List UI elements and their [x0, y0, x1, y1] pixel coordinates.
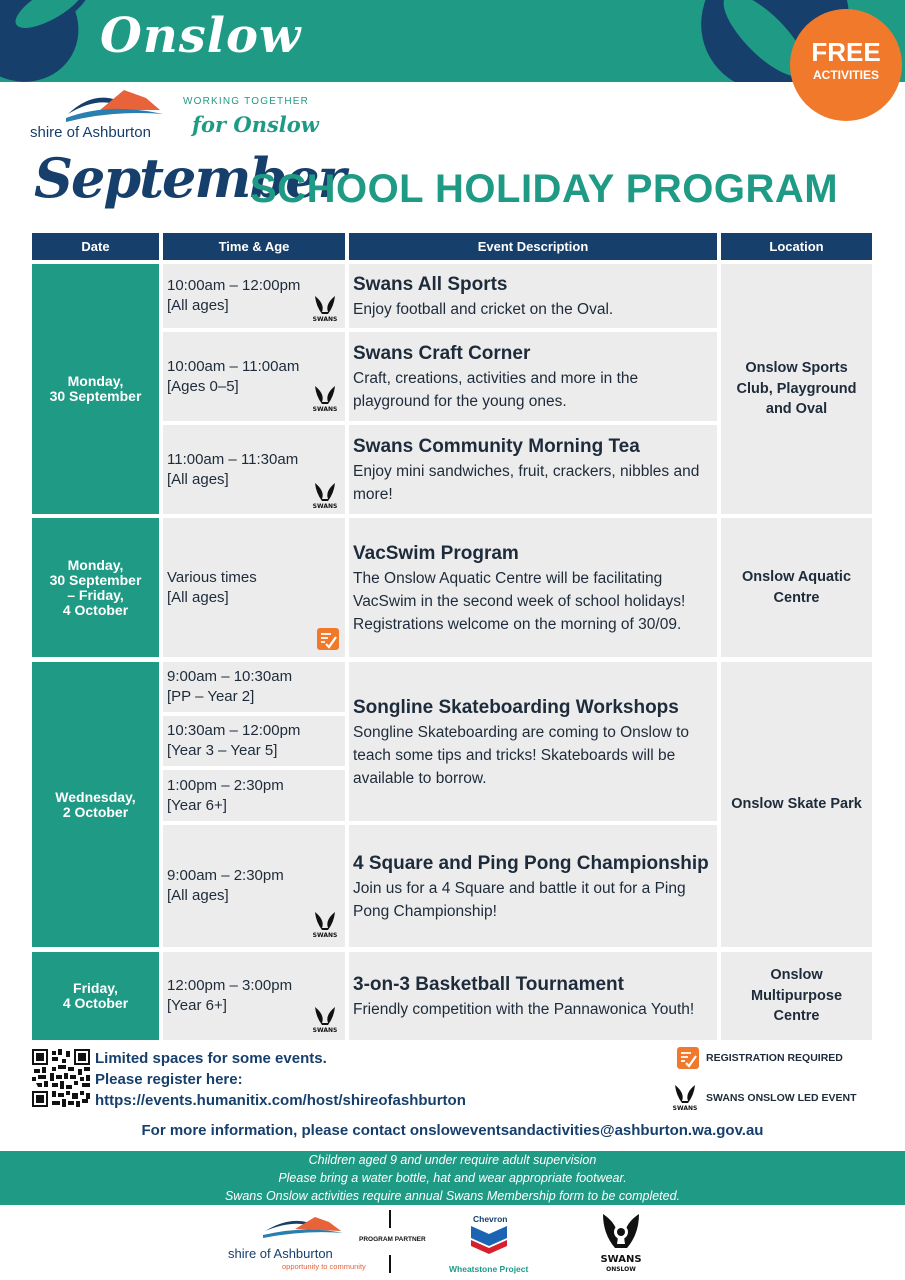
swan-icon — [312, 481, 338, 513]
location-cell: Onslow Aquatic Centre — [721, 518, 872, 657]
divider — [389, 1255, 391, 1273]
col-location: Location — [721, 233, 872, 260]
qr-code-icon — [32, 1049, 90, 1107]
swan-icon — [312, 384, 338, 416]
registration-icon — [316, 627, 340, 651]
free-activities-badge: FREE ACTIVITIES — [790, 9, 902, 121]
event-cell: Swans Craft Corner Craft, creations, activities and more in the playground for the young ones. — [349, 332, 717, 421]
svg-text:SWANS: SWANS — [312, 503, 338, 510]
header-banner — [0, 0, 905, 82]
register-link[interactable]: https://events.humanitix.com/host/shireofashburton — [95, 1092, 466, 1109]
svg-text:SWANS: SWANS — [312, 932, 338, 939]
swan-icon — [312, 910, 338, 942]
svg-text:SWANS: SWANS — [312, 406, 338, 413]
town-wordmark: Onslow — [100, 8, 302, 64]
swan-icon — [312, 1005, 338, 1037]
contact-info: For more information, please contact onsloweventsandactivities@ashburton.wa.gov.au — [141, 1122, 764, 1139]
wheatstone-label: Wheatstone Project — [449, 1264, 529, 1274]
event-cell: VacSwim Program The Onslow Aquatic Centre will be facilitating VacSwim in the second week of school holidays! Registrations welcome on the morning of 30/09. — [349, 518, 717, 657]
date-cell: Wednesday, 2 October — [32, 662, 159, 947]
event-cell: Swans Community Morning Tea Enjoy mini sandwiches, fruit, crackers, nibbles and more! — [349, 425, 717, 514]
month-title: September — [34, 146, 345, 210]
svg-text:SWANS: SWANS — [312, 1027, 338, 1034]
shire-name: shire of Ashburton — [30, 124, 151, 141]
location-cell: Onslow Skate Park — [721, 662, 872, 947]
chevron-label: Chevron — [473, 1214, 508, 1224]
location-cell: Onslow Multipurpose Centre — [721, 952, 872, 1040]
legend-registration: REGISTRATION REQUIRED — [706, 1052, 843, 1064]
svg-text:SWANS: SWANS — [600, 1254, 642, 1265]
registration-icon — [676, 1046, 700, 1070]
time-cell: 12:00pm – 3:00pm [Year 6+] — [163, 952, 345, 1040]
sponsor-shire: shire of Ashburton — [228, 1246, 333, 1261]
time-cell: 11:00am – 11:30am [All ages] — [163, 425, 345, 514]
event-cell: 4 Square and Ping Pong Championship Join us for a 4 Square and battle it out for a Ping Pong Championship! — [349, 825, 717, 947]
sponsor-shire-tag: opportunity to community — [282, 1262, 366, 1271]
svg-text:ONSLOW: ONSLOW — [606, 1266, 636, 1273]
time-cell: 10:00am – 12:00pm [All ages] — [163, 264, 345, 328]
notes-banner: Children aged 9 and under require adult supervision Please bring a water bottle, hat and wear appropriate footwear. Swans Onslow activities require annual Swans Membership form to be completed. — [0, 1151, 905, 1205]
time-cell: Various times [All ages] — [163, 518, 345, 657]
swan-icon — [672, 1083, 698, 1115]
swans-onslow-logo-icon — [599, 1212, 643, 1274]
tagline-top: WORKING TOGETHER — [183, 96, 310, 107]
event-cell: 3-on-3 Basketball Tournament Friendly competition with the Pannawonica Youth! — [349, 952, 717, 1040]
time-cell: 10:30am – 12:00pm [Year 3 – Year 5] — [163, 716, 345, 766]
page-title: SCHOOL HOLIDAY PROGRAM — [250, 167, 839, 211]
chevron-logo-icon — [471, 1226, 507, 1254]
svg-text:SWANS: SWANS — [672, 1105, 698, 1112]
tagline-bottom: for Onslow — [192, 112, 319, 137]
date-cell: Monday, 30 September – Friday, 4 October — [32, 518, 159, 657]
date-cell: Friday, 4 October — [32, 952, 159, 1040]
col-event: Event Description — [349, 233, 717, 260]
event-cell: Songline Skateboarding Workshops Songline Skateboarding are coming to Onslow to teach some tips and tricks! Skateboards will be available to borrow. — [349, 662, 717, 821]
location-cell: Onslow Sports Club, Playground and Oval — [721, 264, 872, 514]
date-cell: Monday, 30 September — [32, 264, 159, 514]
shire-logo-icon — [255, 1217, 345, 1243]
time-cell: 9:00am – 10:30am [PP – Year 2] — [163, 662, 345, 712]
col-time-age: Time & Age — [163, 233, 345, 260]
swan-icon — [312, 294, 338, 326]
program-partner: PROGRAM PARTNER — [359, 1236, 426, 1243]
divider — [389, 1210, 391, 1228]
register-info: Limited spaces for some events. Please register here: https://events.humanitix.com/host/shireofashburton — [95, 1050, 466, 1109]
time-cell: 1:00pm – 2:30pm [Year 6+] — [163, 770, 345, 821]
svg-text:SWANS: SWANS — [312, 316, 338, 323]
time-cell: 9:00am – 2:30pm [All ages] — [163, 825, 345, 947]
event-cell: Swans All Sports Enjoy football and cricket on the Oval. — [349, 264, 717, 328]
time-cell: 10:00am – 11:00am [Ages 0–5] — [163, 332, 345, 421]
legend-swans: SWANS ONSLOW LED EVENT — [706, 1092, 857, 1104]
col-date: Date — [32, 233, 159, 260]
